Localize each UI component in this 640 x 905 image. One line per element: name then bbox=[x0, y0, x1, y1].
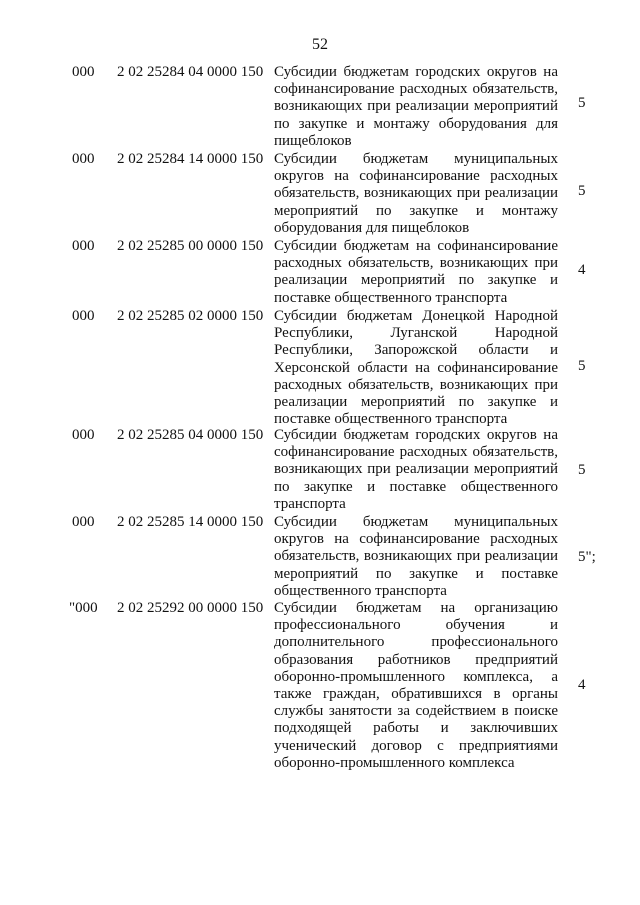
revenue-name-line: реализации мероприятий по закупке и bbox=[274, 394, 558, 411]
revenue-name-line: пищеблоков bbox=[274, 132, 352, 149]
revenue-name-line: мероприятий по закупке и монтажу bbox=[274, 202, 558, 219]
revenue-name-line: оборудования для пищеблоков bbox=[274, 219, 470, 236]
revenue-name-line: софинансирование расходных обязательств, bbox=[274, 444, 558, 461]
revenue-name bbox=[274, 64, 558, 150]
revenue-name-line: возникающих при реализации мероприятий bbox=[274, 461, 558, 478]
standard-value: 4 bbox=[578, 262, 586, 278]
standard-value: 5 bbox=[578, 358, 586, 374]
revenue-name-line: профессионального обучения и bbox=[274, 617, 558, 634]
revenue-name-line: Субсидии бюджетам Донецкой Народной bbox=[274, 308, 558, 324]
revenue-name-line: округов на софинансирование расходных bbox=[274, 531, 558, 548]
budget-classification-code: 2 02 25285 02 0000 150 bbox=[117, 308, 264, 324]
revenue-name-line: поставке общественного транспорта bbox=[274, 411, 508, 428]
admin-code: 000 bbox=[72, 514, 95, 530]
revenue-name-line: также граждан, обратившихся в органы bbox=[274, 686, 558, 703]
budget-classification-code: 2 02 25284 04 0000 150 bbox=[117, 64, 264, 80]
revenue-name bbox=[274, 151, 558, 237]
revenue-name bbox=[274, 238, 558, 307]
admin-code: 000 bbox=[72, 151, 95, 167]
admin-code: "000 bbox=[69, 600, 98, 616]
revenue-name-line: Субсидии бюджетам на софинансирование bbox=[274, 238, 558, 254]
revenue-name-line: оборонно-промышленного комплекса bbox=[274, 754, 515, 771]
revenue-name-line: дополнительного профессионального bbox=[274, 634, 558, 651]
admin-code: 000 bbox=[72, 238, 95, 254]
revenue-name-line: Республики, Запорожской области и bbox=[274, 342, 558, 359]
admin-code: 000 bbox=[72, 427, 95, 443]
revenue-name-line: Субсидии бюджетам городских округов на bbox=[274, 427, 558, 443]
revenue-name-line: оборонно-промышленного комплекса, а bbox=[274, 668, 558, 685]
revenue-name-line: Субсидии бюджетам городских округов на bbox=[274, 64, 558, 80]
revenue-name-line: Республики, Луганской Народной bbox=[274, 325, 558, 342]
budget-classification-code: 2 02 25285 14 0000 150 bbox=[117, 514, 264, 530]
revenue-name-line: мероприятий по закупке и поставке bbox=[274, 565, 558, 582]
standard-value: 5 bbox=[578, 183, 586, 199]
revenue-name bbox=[274, 600, 558, 772]
revenue-name bbox=[274, 308, 558, 428]
page-number: 52 bbox=[312, 36, 328, 53]
revenue-name-line: округов на софинансирование расходных bbox=[274, 168, 558, 185]
admin-code: 000 bbox=[72, 308, 95, 324]
revenue-name-line: Субсидии бюджетам муниципальных bbox=[274, 514, 558, 530]
revenue-name-line: транспорта bbox=[274, 495, 346, 512]
revenue-name-line: обязательств, возникающих при реализации bbox=[274, 185, 558, 202]
admin-code: 000 bbox=[72, 64, 95, 80]
revenue-name-line: по закупке и монтажу оборудования для bbox=[274, 115, 558, 132]
revenue-name-line: общественного транспорта bbox=[274, 582, 447, 599]
revenue-name-line: службы занятости за содействием в поиске bbox=[274, 703, 558, 720]
revenue-name-line: расходных обязательств, возникающих при bbox=[274, 376, 558, 393]
budget-classification-code: 2 02 25292 00 0000 150 bbox=[117, 600, 264, 616]
revenue-name-line: софинансирование расходных обязательств, bbox=[274, 81, 558, 98]
revenue-name-line: реализации мероприятий по закупке и bbox=[274, 272, 558, 289]
budget-classification-code: 2 02 25285 04 0000 150 bbox=[117, 427, 264, 443]
revenue-name-line: возникающих при реализации мероприятий bbox=[274, 98, 558, 115]
revenue-name-line: подходящей работы и заключивших bbox=[274, 720, 558, 737]
budget-classification-code: 2 02 25285 00 0000 150 bbox=[117, 238, 264, 254]
revenue-name bbox=[274, 514, 558, 600]
standard-value: 5 bbox=[578, 95, 586, 111]
standard-value: 5"; bbox=[578, 549, 596, 565]
revenue-name-line: Субсидии бюджетам на организацию bbox=[274, 600, 558, 616]
standard-value: 4 bbox=[578, 677, 586, 693]
revenue-name-line: Херсонской области на софинансирование bbox=[274, 359, 558, 376]
revenue-name-line: Субсидии бюджетам муниципальных bbox=[274, 151, 558, 167]
revenue-name-line: поставке общественного транспорта bbox=[274, 289, 508, 306]
revenue-name bbox=[274, 427, 558, 513]
revenue-name-line: по закупке и поставке общественного bbox=[274, 478, 558, 495]
standard-value: 5 bbox=[578, 462, 586, 478]
revenue-name-line: ученический договор с предприятиями bbox=[274, 737, 558, 754]
revenue-name-line: образования работников предприятий bbox=[274, 651, 558, 668]
budget-classification-code: 2 02 25284 14 0000 150 bbox=[117, 151, 264, 167]
revenue-name-line: расходных обязательств, возникающих при bbox=[274, 255, 558, 272]
revenue-name-line: обязательств, возникающих при реализации bbox=[274, 548, 558, 565]
